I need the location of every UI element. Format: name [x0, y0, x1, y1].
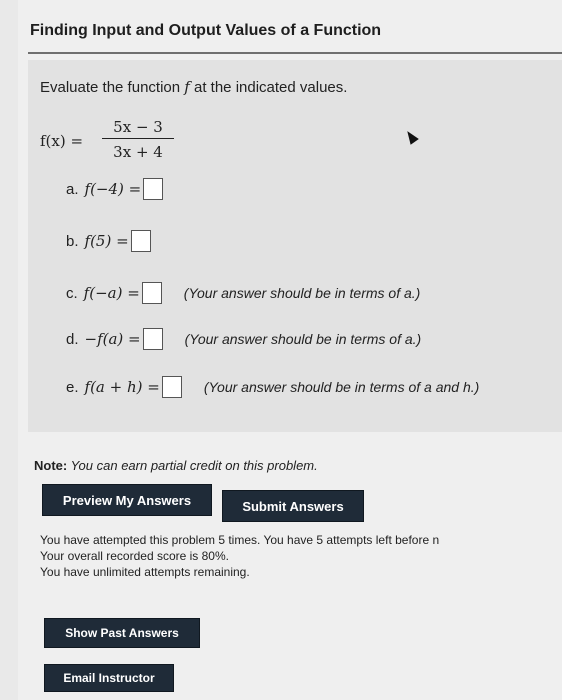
part-d: [66, 328, 421, 350]
problem-page: [18, 0, 562, 700]
email-instructor-button[interactable]: Email Instructor: [44, 664, 174, 692]
answer-d-input[interactable]: [143, 328, 163, 350]
attempt-status: [40, 532, 439, 580]
part-expression: f(a + h) =: [84, 378, 160, 396]
status-attempts: You have attempted this problem 5 times. You have 5 attempts left before n: [40, 533, 440, 547]
part-b: [66, 230, 151, 252]
page-title: Finding Input and Output Values of a Function: [30, 22, 382, 39]
note-body: You can earn partial credit on this problem.: [67, 458, 318, 473]
title-divider: [28, 52, 562, 54]
show-past-answers-button[interactable]: Show Past Answers: [44, 618, 200, 648]
part-label: e.: [66, 378, 79, 396]
part-c: [66, 282, 420, 304]
answer-b-input[interactable]: [131, 230, 151, 252]
status-remaining: You have unlimited attempts remaining.: [40, 565, 250, 579]
answer-e-input[interactable]: [162, 376, 182, 398]
function-fraction: [102, 118, 174, 161]
part-hint: (Your answer should be in terms of a.): [184, 331, 422, 347]
part-label: b.: [66, 232, 79, 250]
problem-instruction: [40, 78, 347, 96]
part-hint: (Your answer should be in terms of a.): [183, 285, 421, 301]
part-label: d.: [66, 330, 79, 348]
fraction-denominator: 3x + 4: [113, 143, 163, 161]
note-text: [34, 458, 318, 473]
note-label: Note:: [34, 458, 68, 473]
part-expression: f(−4) =: [84, 180, 142, 198]
part-expression: f(−a) =: [83, 284, 140, 302]
instruction-pre: Evaluate the function: [40, 79, 185, 96]
status-score: Your overall recorded score is 80%.: [40, 549, 229, 563]
part-label: c.: [66, 284, 78, 302]
part-label: a.: [66, 180, 79, 198]
part-hint: (Your answer should be in terms of a and h.): [203, 379, 480, 395]
part-e: [66, 376, 479, 398]
instruction-var: f: [184, 78, 190, 96]
function-lhs: f(x) =: [40, 132, 84, 150]
fraction-numerator: 5x − 3: [102, 118, 174, 139]
preview-answers-button[interactable]: Preview My Answers: [42, 484, 212, 516]
mouse-cursor-icon: [403, 128, 419, 144]
answer-c-input[interactable]: [142, 282, 162, 304]
answer-a-input[interactable]: [143, 178, 163, 200]
problem-panel: [28, 60, 562, 432]
part-a: [66, 178, 163, 200]
instruction-post: at the indicated values.: [189, 79, 348, 96]
submit-answers-button[interactable]: Submit Answers: [222, 490, 364, 522]
part-expression: −f(a) =: [84, 330, 141, 348]
part-expression: f(5) =: [84, 232, 129, 250]
